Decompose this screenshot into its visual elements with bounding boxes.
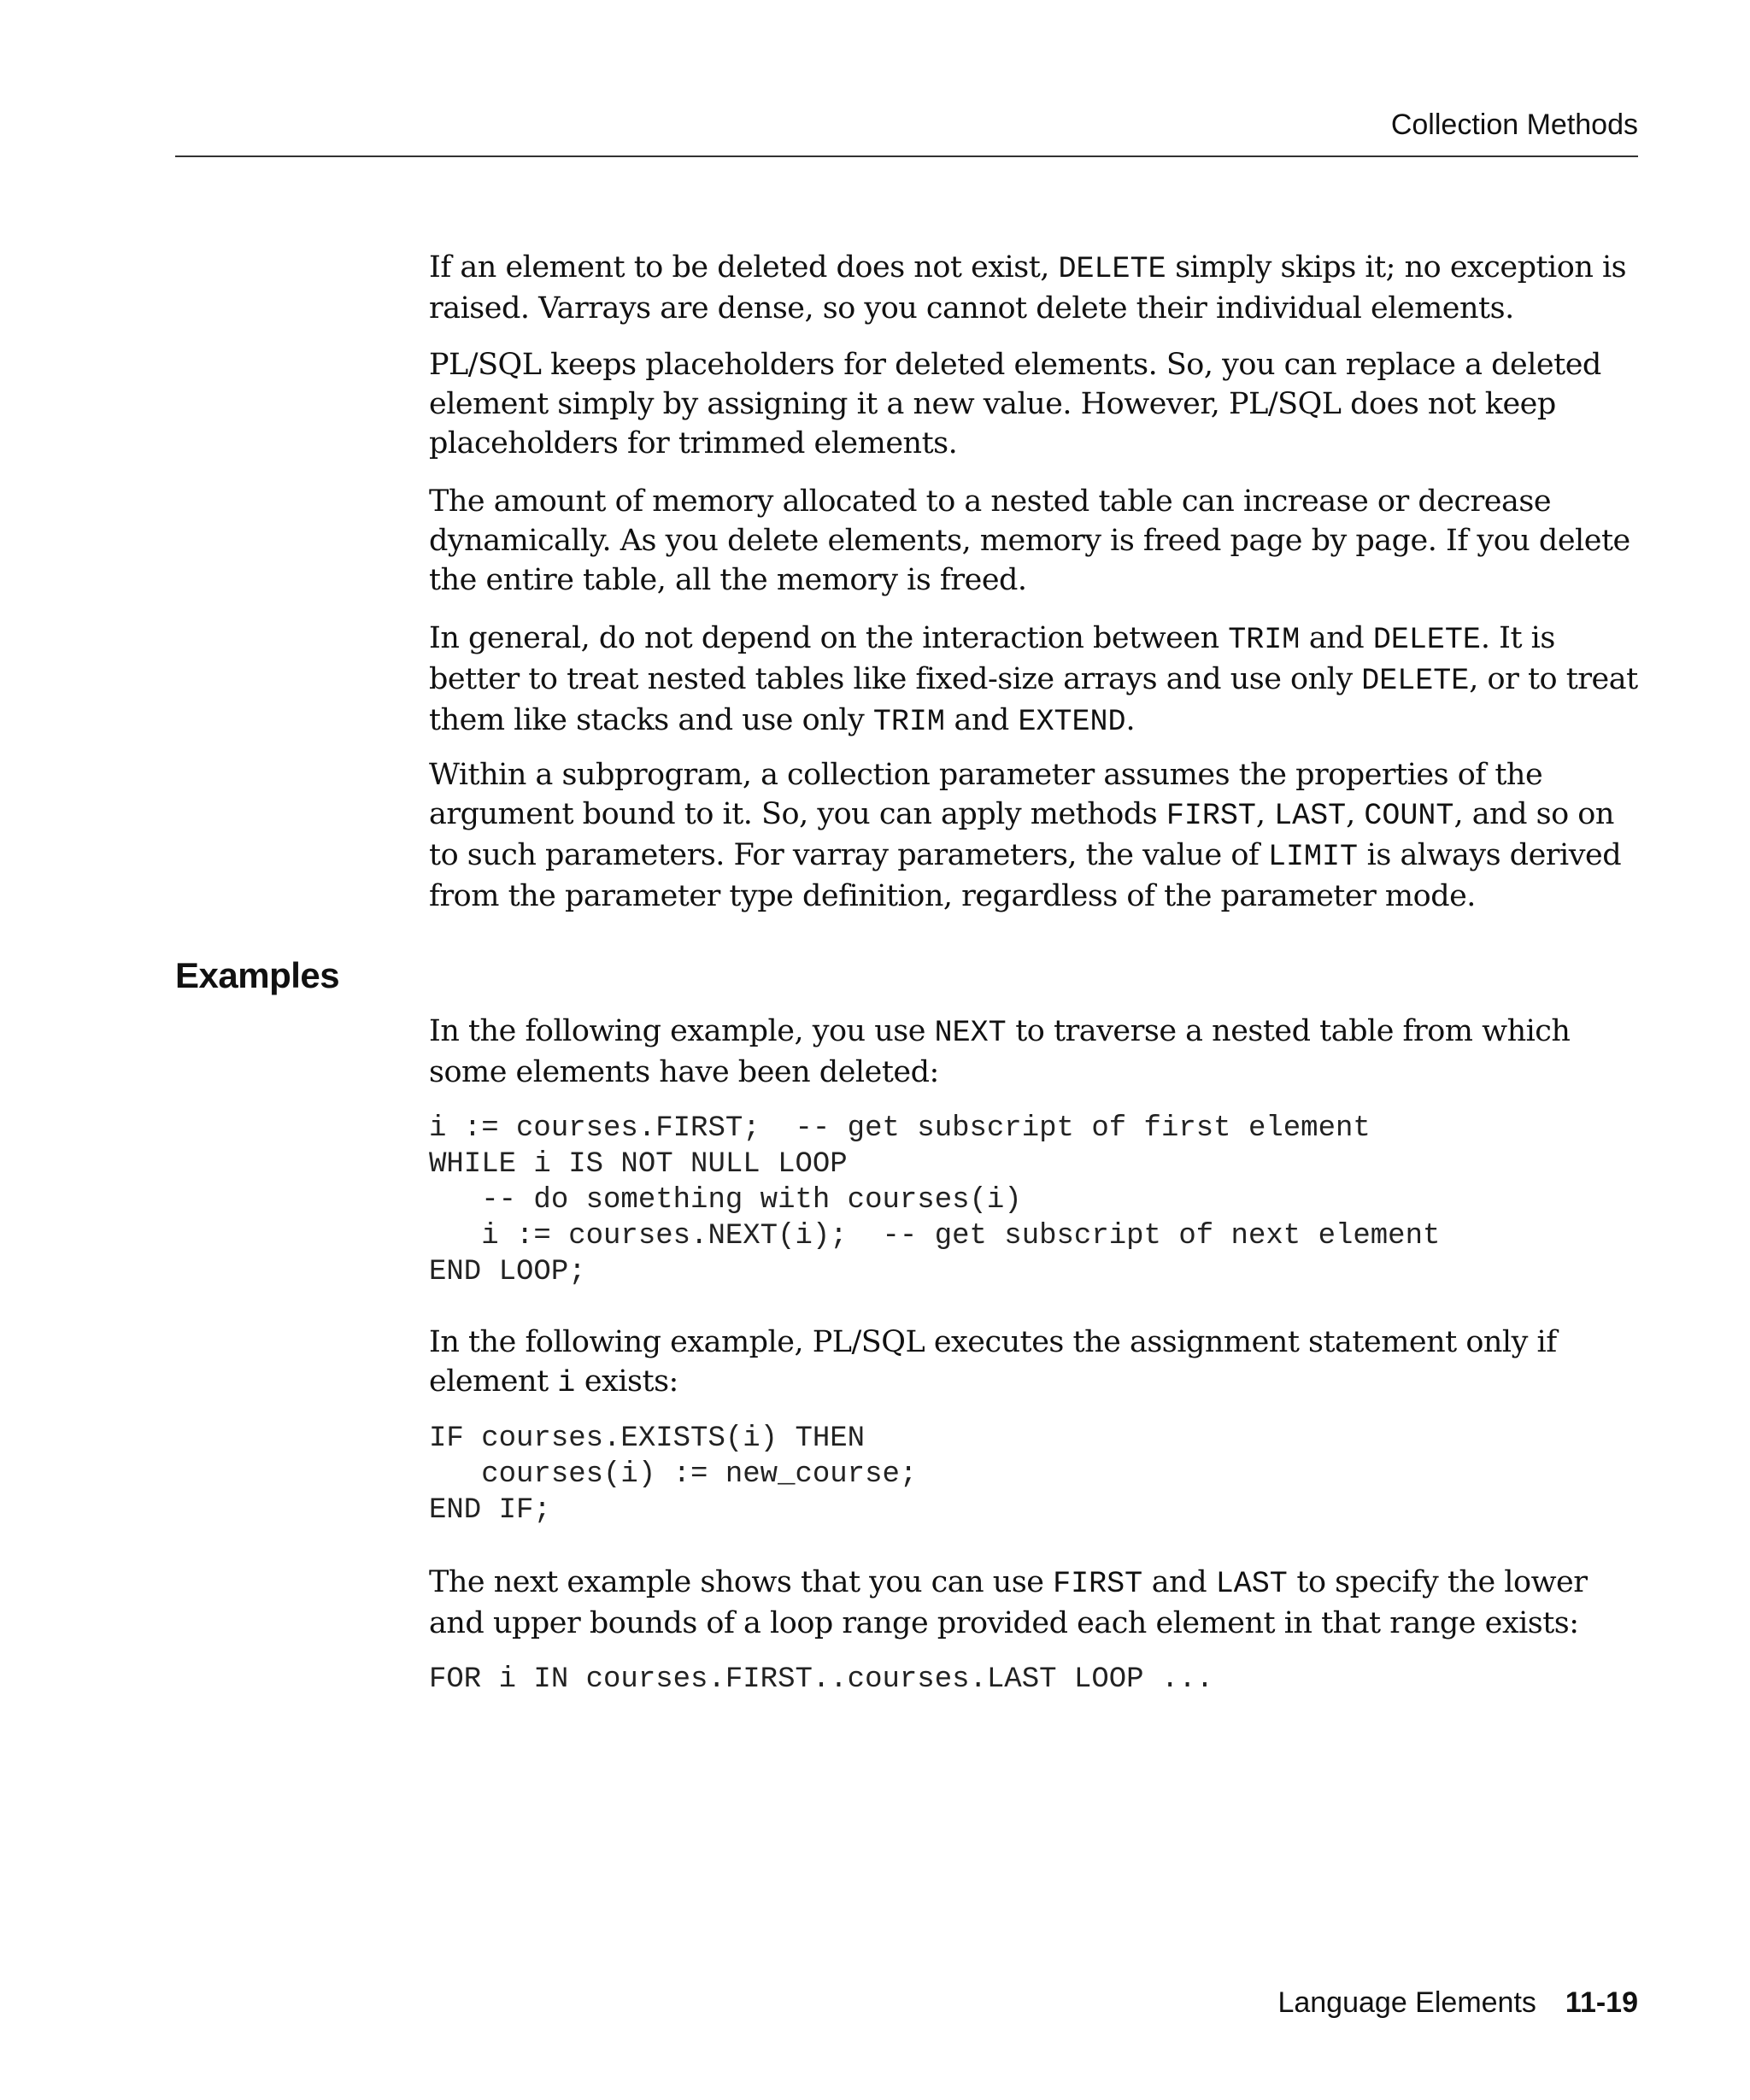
example-intro-exists: [429, 1323, 1638, 1403]
text-run: .: [1125, 703, 1136, 737]
text-run: exists:: [575, 1364, 678, 1399]
inline-code: COUNT: [1364, 799, 1454, 833]
inline-code: TRIM: [1228, 623, 1301, 657]
inline-code: FIRST: [1166, 799, 1256, 833]
text-run: If an element to be deleted does not exist,: [429, 250, 1059, 284]
text-run: and: [944, 703, 1019, 737]
text-run: The amount of memory allocated to a nested table can increase or decrease dynamically. As you delete elements, memory is freed page by page. If you delete the entire table, all the memory is freed.: [429, 484, 1630, 597]
text-run: In the following example, you use: [429, 1014, 935, 1048]
text-run: . It is better to treat nested tables like fixed-size arrays and use only: [429, 621, 1555, 696]
paragraph-subprogram: [429, 755, 1638, 916]
text-run: Within a subprogram, a collection parameter assumes the properties of the argument bound to it. So, you can apply methods: [429, 758, 1543, 831]
page-number: 11-19: [1565, 1986, 1638, 2019]
example-intro-first-last: [429, 1563, 1638, 1643]
inline-code: LIMIT: [1268, 840, 1359, 874]
inline-code: NEXT: [934, 1016, 1007, 1050]
footer-book-part: Language Elements: [1277, 1986, 1536, 2019]
running-head: Collection Methods: [1390, 109, 1638, 141]
inline-code: LAST: [1215, 1567, 1288, 1601]
inline-code: TRIM: [872, 705, 945, 739]
inline-code: DELETE: [1361, 664, 1470, 698]
text-run: , or to treat them like stacks and use only: [429, 662, 1638, 737]
inline-code: FIRST: [1053, 1567, 1143, 1601]
text-run: ,: [1255, 797, 1275, 831]
paragraph-trim-delete: [429, 619, 1638, 742]
inline-code: DELETE: [1372, 623, 1481, 657]
code-block-for-loop: FOR i IN courses.FIRST..courses.LAST LOOP ...: [429, 1663, 1214, 1696]
text-run: PL/SQL keeps placeholders for deleted elements. So, you can replace a deleted element simply by assigning it a new value. However, PL/SQL does not keep placeholders for trimmed elements.: [429, 348, 1601, 460]
text-run: , and so on to such parameters. For varray parameters, the value of: [429, 797, 1614, 872]
text-run: to specify the lower and upper bounds of a loop range provided each element in that range exists:: [429, 1565, 1588, 1640]
page-footer: [1277, 1986, 1638, 2020]
paragraph-delete-skip: [429, 248, 1638, 328]
inline-code: i: [557, 1366, 576, 1400]
text-run: ,: [1346, 797, 1365, 831]
inline-code: EXTEND: [1018, 705, 1126, 739]
text-run: In general, do not depend on the interaction between: [429, 621, 1229, 655]
text-run: The next example shows that you can use: [429, 1565, 1054, 1599]
text-run: to traverse a nested table from which some elements have been deleted:: [429, 1014, 1571, 1089]
code-block-exists: IF courses.EXISTS(i) THEN courses(i) := new_course; END IF;: [429, 1422, 918, 1527]
page-header: [175, 108, 1638, 157]
inline-code: LAST: [1274, 799, 1347, 833]
inline-code: DELETE: [1058, 252, 1166, 286]
section-heading-examples: Examples: [175, 955, 340, 995]
text-run: is always derived from the parameter type definition, regardless of the parameter mode.: [429, 838, 1622, 913]
text-run: simply skips it; no exception is raised. Varrays are dense, so you cannot delete their individual elements.: [429, 250, 1627, 326]
text-run: and: [1300, 621, 1373, 655]
example-intro-next: [429, 1012, 1638, 1092]
text-run: and: [1142, 1565, 1216, 1599]
text-run: In the following example, PL/SQL executes the assignment statement only if element: [429, 1325, 1557, 1399]
code-block-next-loop: i := courses.FIRST; -- get subscript of first element WHILE i IS NOT NULL LOOP -- do something with courses(i) i := courses.NEXT(i); -- get subscript of next element END LOOP;: [429, 1112, 1441, 1288]
paragraph-memory: [429, 482, 1638, 600]
paragraph-placeholders: [429, 345, 1638, 463]
